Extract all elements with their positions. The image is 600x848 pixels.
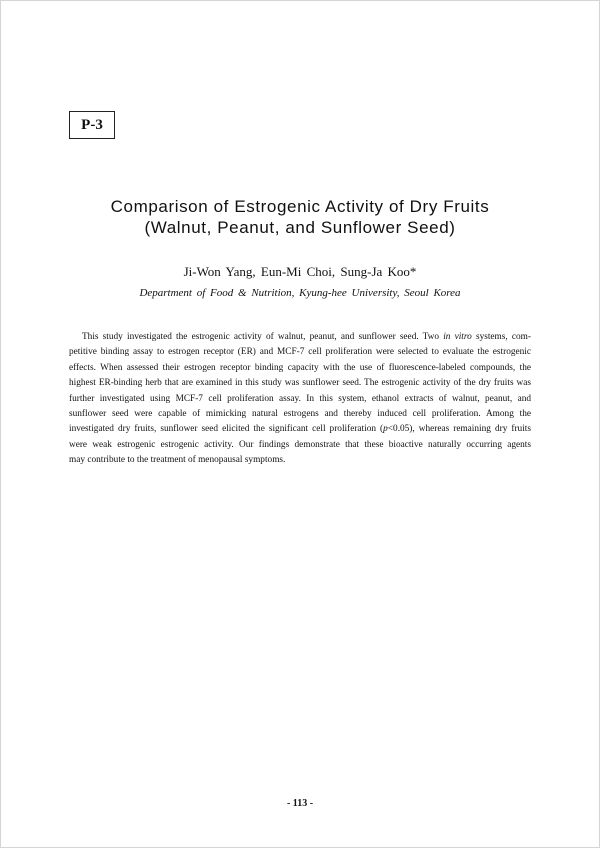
affiliation: Department of Food & Nutrition, Kyung-hee University, Seoul Korea [139, 287, 461, 299]
abstract-italic-text: in vitro [443, 332, 472, 342]
abstract-line-3: effects. When assessed their estrogen receptor binding capacity with the use of fluorescence-labeled compounds, the [69, 362, 531, 373]
title-line-2: (Walnut, Peanut, and Sunflower Seed) [144, 218, 456, 237]
abstract-line-9: may contribute to the treatment of menopausal symptoms. [69, 455, 286, 466]
abstract-text: This study investigated the estrogenic activity of walnut, peanut, and sunflower seed. Two [82, 332, 444, 342]
abstract-text: investigated dry fruits, sunflower seed elicited the significant cell proliferation ( [69, 424, 384, 435]
abstract-text: <0.05), whereas remaining dry fruits [387, 424, 531, 435]
abstract-line-7 [69, 422, 531, 437]
abstract-line-6: sunflower seed were capable of mimicking natural estrogens and thereby induced cell proliferation. Among the [69, 409, 531, 420]
abstract-italic-text: p [383, 424, 388, 435]
title-line-1: Comparison of Estrogenic Activity of Dry Fruits [110, 197, 490, 216]
authors: Ji-Won Yang, Eun-Mi Choi, Sung-Ja Koo* [183, 264, 417, 279]
abstract-line-8: were weak estrogenic estrogenic activity. Our findings demonstrate that these bioactive naturally occurring agents [69, 439, 531, 450]
abstract-code-box [69, 111, 115, 139]
abstract-body [69, 330, 531, 469]
abstract-text: systems, com- [471, 332, 531, 342]
abstract-line-1 [69, 330, 531, 345]
abstract-line-4: highest ER-binding herb that are examined in this study was sunflower seed. The estrogenic activity of the dry fruits was [69, 378, 531, 389]
page-number: - 113 - [286, 798, 314, 809]
abstract-code: P-3 [81, 116, 103, 133]
abstract-line-5: further investigated using MCF-7 cell proliferation assay. In this system, ethanol extracts of walnut, peanut, and [69, 393, 531, 404]
paper-title [0, 196, 600, 238]
abstract-line-2: petitive binding assay to estrogen receptor (ER) and MCF-7 cell proliferation were selected to evaluate the estrogenic [69, 347, 531, 358]
